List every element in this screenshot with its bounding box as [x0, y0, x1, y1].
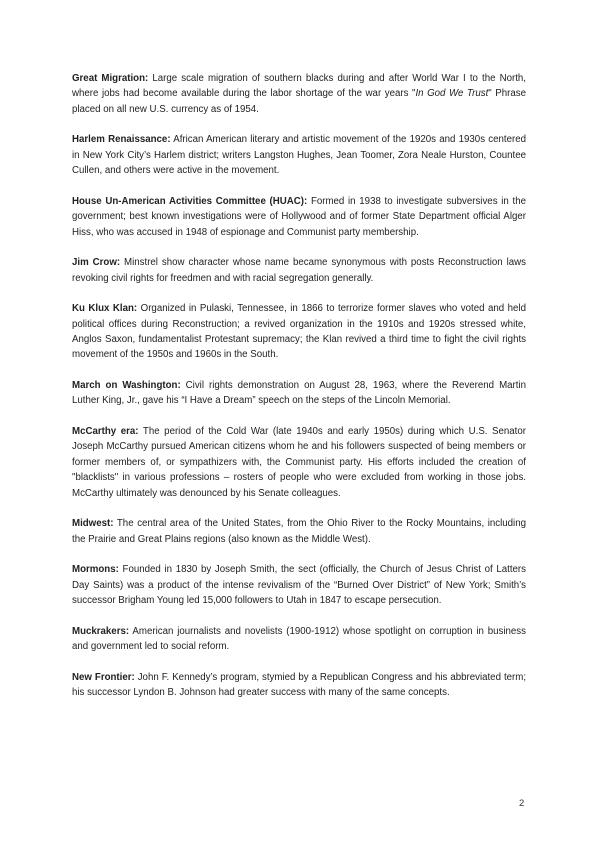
entry-great-migration	[72, 71, 526, 117]
entry-march-on-washington	[72, 378, 526, 409]
entry-definition: Large scale migration of southern blacks during and after World War I to the North, where jobs had become available during the labor shortage of the war years "	[72, 73, 526, 100]
entry-definition: American journalists and novelists (1900-1912) whose spotlight on corruption in business and government led to social reform.	[72, 625, 526, 653]
glossary-entries	[72, 71, 526, 716]
entry-definition: The central area of the United States, from the Ohio River to the Rocky Mountains, including the Prairie and Great Plains regions (also known as the Middle West).	[72, 518, 526, 545]
entry-mormons	[72, 562, 526, 608]
entry-definition: African American literary and artistic movement of the 1920s and 1930s centered in New York City’s Harlem district; writers Langston Hughes, Jean Toomer, Zora Neale Hurston, Countee Cullen, and others were active in the movement.	[72, 134, 526, 177]
entry-term: Jim Crow:	[72, 257, 121, 269]
entry-term: March on Washington:	[72, 380, 181, 392]
entry-term: Midwest:	[72, 518, 114, 530]
entry-term: McCarthy era:	[72, 426, 139, 438]
entry-term: Muckrakers:	[72, 625, 130, 637]
entry-term: House Un-American Activities Committee (HUAC):	[72, 195, 308, 207]
page-number: 2	[519, 798, 525, 809]
entry-midwest	[72, 516, 526, 547]
entry-term: Mormons:	[72, 564, 119, 576]
entry-definition: Founded in 1830 by Joseph Smith, the sect (officially, the Church of Jesus Christ of Latters Day Saints) was a product of the intense revivalism of the “Burned Over District” of New York; Smith’s successor Brigham Young led 15,000 followers to Utah in 1847 to escape persecution.	[72, 564, 526, 607]
entry-huac	[72, 194, 526, 240]
entry-term: Harlem Renaissance:	[72, 134, 171, 146]
entry-term: New Frontier:	[72, 671, 135, 683]
entry-term: Ku Klux Klan:	[72, 303, 138, 315]
entry-jim-crow	[72, 255, 526, 286]
entry-definition: Organized in Pulaski, Tennessee, in 1866 to terrorize former slaves who voted and held political offices during Reconstruction; a revived organization in the 1910s and 1920s stressed white, Anglos Saxon, fundamentalist Protestant supremacy; the Klan revived a third time to fight the civil rights movement of the 1950s and 1960s in the South.	[72, 303, 526, 361]
entry-emphasis: In God We Trust	[415, 88, 489, 100]
entry-definition: The period of the Cold War (late 1940s and early 1950s) during which U.S. Senator Joseph McCarthy pursued American citizens whom he and his followers suspected of being members or former members of, or sympathizers with, the Communist party. His efforts included the creation of "blacklists" in various professions – rosters of people who were excluded from working in those jobs. McCarthy ultimately was denounced by his Senate colleagues.	[72, 426, 526, 499]
entry-mccarthy-era	[72, 424, 526, 501]
entry-definition: Civil rights demonstration on August 28, 1963, where the Reverend Martin Luther King, Jr., gave his “I Have a Dream” speech on the steps of the Lincoln Memorial.	[72, 380, 526, 407]
entry-definition: Formed in 1938 to investigate subversives in the government; best known investigations were of Hollywood and of former State Department official Alger Hiss, who was accused in 1948 of espionage and Communist party membership.	[72, 195, 526, 238]
entry-ku-klux-klan	[72, 301, 526, 363]
entry-harlem-renaissance	[72, 132, 526, 178]
entry-new-frontier	[72, 670, 526, 701]
entry-definition: Minstrel show character whose name became synonymous with posts Reconstruction laws revoking civil rights for freedmen and with racial segregation generally.	[72, 257, 526, 284]
entry-definition-tail: " Phrase placed on all new U.S. currency as of 1954.	[72, 88, 526, 115]
entry-definition: John F. Kennedy’s program, stymied by a Republican Congress and his abbreviated term; his successor Lyndon B. Johnson had greater success with many of the same concepts.	[72, 671, 527, 699]
entry-term: Great Migration:	[72, 73, 149, 84]
entry-muckrakers	[72, 624, 526, 655]
